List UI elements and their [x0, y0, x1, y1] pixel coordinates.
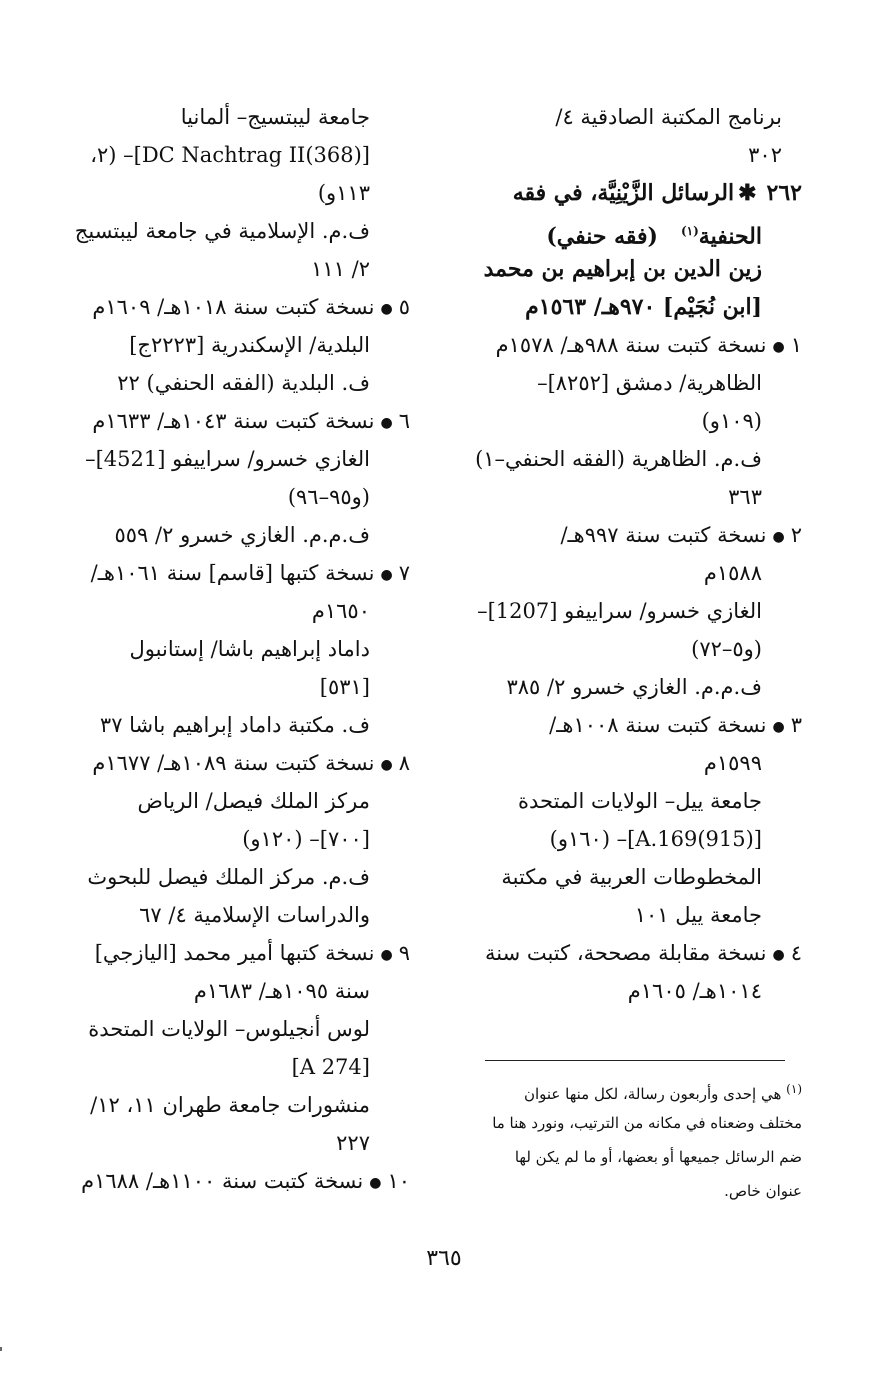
copy-line: ١٠١٤هـ/ ١٦٠٥م — [627, 979, 762, 1003]
footnote-line: عنوان خاص. — [724, 1182, 802, 1200]
copy-item — [58, 744, 410, 782]
continuation-line: برنامج المكتبة الصادقية ٤/ — [555, 105, 782, 129]
copy-item — [58, 288, 410, 326]
scan-mark — [0, 1347, 2, 1351]
copy-line: سنة ١٠٩٥هـ/ ١٦٨٣م — [193, 979, 370, 1003]
copy-item — [430, 934, 802, 972]
copy-line: نسخة كتبت سنة ١٠١٨هـ/ ١٦٠٩م — [92, 295, 375, 319]
copy-line: ٢٢٧ — [336, 1131, 370, 1155]
copy-line: الغازي خسرو/ سراييفو [1207]– — [477, 599, 762, 623]
copy-number: ٧ — [398, 561, 410, 585]
copy-line: المخطوطات العربية في مكتبة — [501, 865, 762, 889]
copy-line: والدراسات الإسلامية ٤/ ٦٧ — [139, 903, 370, 927]
copy-line: نسخة مقابلة مصححة، كتبت سنة — [484, 941, 767, 965]
copy-line: جامعة ييل– الولايات المتحدة — [518, 789, 762, 813]
bullet-icon: ● — [772, 718, 785, 735]
continuation-line: ٣٠٢ — [748, 143, 782, 167]
bullet-icon: ● — [380, 414, 393, 431]
bullet-icon: ● — [772, 946, 785, 963]
copy-line: [٧٠٠]– (١٢٠و) — [242, 827, 370, 851]
bullet-icon: ● — [772, 338, 785, 355]
copy-line: (و٩٥–٩٦) — [287, 485, 370, 509]
copy-line: الغازي خسرو/ سراييفو [4521]– — [85, 447, 370, 471]
page-number: ٣٦٥ — [426, 1246, 462, 1271]
copy-line: مركز الملك فيصل/ الرياض — [137, 789, 370, 813]
footnote — [430, 1072, 802, 1208]
copy-line: ف.م. الظاهرية (الفقه الحنفي–١) — [475, 447, 762, 471]
copy-line: ١٦٥٠م — [311, 599, 370, 623]
copy-line: ف.م. مركز الملك فيصل للبحوث — [87, 865, 370, 889]
copy-line: ف.م.م. الغازي خسرو ٢/ ٥٥٩ — [114, 523, 370, 547]
copy-line: منشورات جامعة طهران ١١، ١٢/ — [90, 1093, 370, 1117]
entry-number: ٢٦٢ — [766, 180, 802, 206]
footnote-line: ضم الرسائل جميعها أو بعضها، أو ما لم يكن لها — [514, 1148, 802, 1166]
copy-line: نسخة كتبت سنة ٩٩٧هـ/ — [560, 523, 767, 547]
copy-item — [58, 1162, 410, 1200]
copy-line: نسخة كتبها [قاسم] سنة ١٠٦١هـ/ — [90, 561, 375, 585]
copy-item — [430, 706, 802, 744]
copy-line: ف. مكتبة داماد إبراهيم باشا ٣٧ — [99, 713, 370, 737]
copy-line: ف. البلدية (الفقه الحنفي) ٢٢ — [117, 371, 370, 395]
entry-author: زين الدين بن إبراهيم بن محمد — [483, 256, 762, 282]
copy-item — [430, 326, 802, 364]
continuation-line: ٢/ ١١١ — [311, 257, 370, 281]
bullet-icon: ● — [380, 566, 393, 583]
copy-number: ٩ — [398, 941, 410, 965]
footnote-reference: (١) — [680, 224, 699, 238]
copy-line: ف.م.م. الغازي خسرو ٢/ ٣٨٥ — [506, 675, 762, 699]
right-column — [430, 98, 802, 1010]
copy-item — [430, 516, 802, 554]
continuation-line: [(368)DC Nachtrag II]– (٢، — [90, 143, 370, 167]
copy-item — [58, 554, 410, 592]
copy-number: ٥ — [398, 295, 410, 319]
entry-title-text-2: الحنفية — [698, 223, 762, 250]
copy-line: الظاهرية/ دمشق [٨٢٥٢]– — [537, 371, 762, 395]
asterisk-icon: ✱ — [738, 180, 757, 206]
copy-line: ١٥٩٩م — [703, 751, 762, 775]
copy-line: جامعة ييل ١٠١ — [634, 903, 762, 927]
copy-line: لوس أنجيلوس– الولايات المتحدة — [88, 1017, 370, 1041]
copy-item — [58, 402, 410, 440]
copy-number: ٦ — [398, 409, 410, 433]
copy-number: ٤ — [790, 941, 802, 965]
footnote-line — [430, 1072, 802, 1106]
entry-author-dates: [ابن نُجَيْم] ٩٧٠هـ/ ١٥٦٣م — [525, 294, 762, 320]
entry-title-continued — [430, 212, 802, 250]
copy-line: نسخة كتبت سنة ١٠٠٨هـ/ — [549, 713, 767, 737]
continuation-line: ف.م. الإسلامية في جامعة ليبتسيج — [74, 219, 370, 243]
copy-line: [٥٣١] — [319, 675, 370, 699]
copy-number: ٢ — [790, 523, 802, 547]
continuation-line: ١١٣و) — [317, 181, 370, 205]
footnote-rule — [485, 1060, 785, 1061]
footnote-line: مختلف وضعناه في مكانه من الترتيب، ونورد هنا ما — [492, 1114, 802, 1132]
copy-line: نسخة كتبت سنة ١٠٨٩هـ/ ١٦٧٧م — [92, 751, 375, 775]
copy-number: ٣ — [790, 713, 802, 737]
copy-line: ١٥٨٨م — [703, 561, 762, 585]
bullet-icon: ● — [369, 1174, 382, 1191]
copy-item — [58, 934, 410, 972]
bullet-icon: ● — [380, 756, 393, 773]
continuation-line: جامعة ليبتسيج– ألمانيا — [180, 105, 370, 129]
left-column — [58, 98, 410, 1200]
bullet-icon: ● — [380, 300, 393, 317]
copy-line: ٣٦٣ — [728, 485, 762, 509]
copy-line: (١٠٩و) — [701, 409, 762, 433]
copy-line: (و٥–٧٢) — [691, 637, 762, 661]
copy-line: نسخة كتبت سنة ٩٨٨هـ/ ١٥٧٨م — [495, 333, 767, 357]
copy-line: [(915)A.169]– (١٦٠و) — [549, 827, 762, 851]
entry-title — [430, 174, 802, 212]
copy-line: داماد إبراهيم باشا/ إستانبول — [129, 637, 370, 661]
copy-line: نسخة كتبت سنة ١٠٤٣هـ/ ١٦٣٣م — [92, 409, 375, 433]
bullet-icon: ● — [380, 946, 393, 963]
footnote-text: هي إحدى وأربعون رسالة، لكل منها عنوان — [523, 1085, 782, 1103]
copy-number: ١٠ — [387, 1169, 410, 1193]
copy-line: نسخة كتبها أمير محمد [اليازجي] — [94, 941, 375, 965]
copy-number: ١ — [790, 333, 802, 357]
copy-line: نسخة كتبت سنة ١١٠٠هـ/ ١٦٨٨م — [81, 1169, 364, 1193]
entry-subject: (فقه حنفي) — [546, 223, 658, 250]
footnote-marker: (١) — [786, 1082, 802, 1096]
copy-line: [A 274] — [291, 1055, 370, 1079]
copy-line: البلدية/ الإسكندرية [٢٢٢٣ج] — [129, 333, 370, 357]
copy-number: ٨ — [398, 751, 410, 775]
entry-title-text: الرسائل الزَّيْنِيَّة، في فقه — [512, 180, 735, 206]
bullet-icon: ● — [772, 528, 785, 545]
